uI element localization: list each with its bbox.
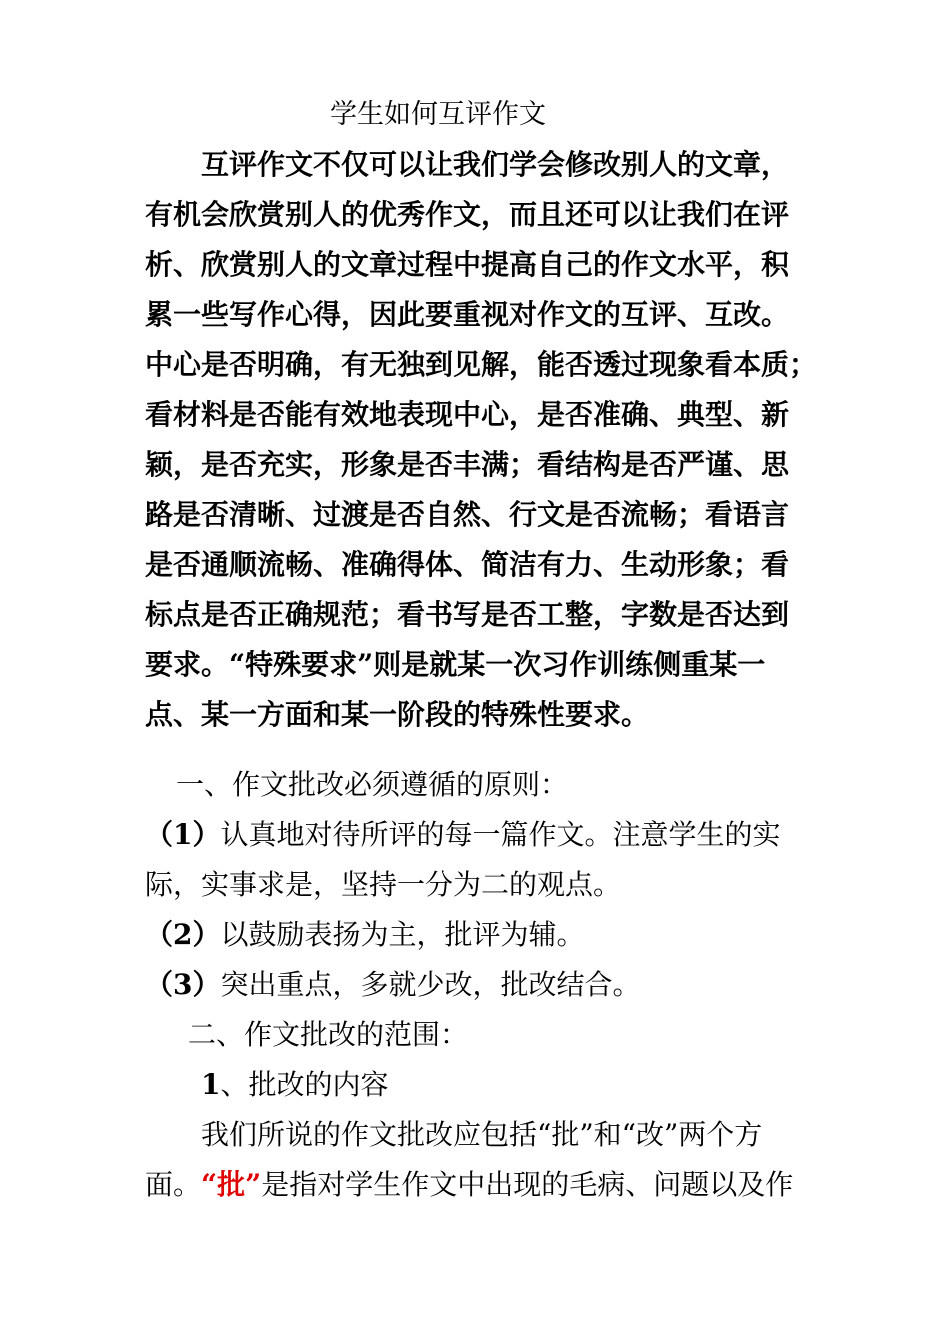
- principle-number: （1）: [145, 818, 221, 851]
- subheading-text: 、批改的内容: [220, 1068, 389, 1101]
- principle-text: 认真地对待所评的每一篇作文。注意学生的实: [220, 818, 781, 851]
- section2-subheading: [201, 1067, 389, 1103]
- intro-line-1: 互评作文不仅可以让我们学会修改别人的文章，: [201, 148, 790, 181]
- principle-item-1: [145, 817, 781, 853]
- content-para-line-1: 我们所说的作文批改应包括“批”和“改”两个方: [201, 1118, 763, 1151]
- intro-line-2: 有机会欣赏别人的优秀作文，而且还可以让我们在评: [145, 198, 790, 231]
- criteria-line-7: 要求。“特殊要求”则是就某一次习作训练侧重某一: [145, 648, 766, 681]
- section1-heading: 一、作文批改必须遵循的原则：: [176, 768, 569, 801]
- content-para-line-2: [145, 1167, 793, 1203]
- criteria-line-1: 中心是否明确，有无独到见解，能否透过现象看本质；: [145, 348, 818, 381]
- principle-number: （2）: [145, 918, 221, 951]
- line-suffix: 是指对学生作文中出现的毛病、问题以及作: [261, 1168, 794, 1201]
- subheading-number: 1: [201, 1068, 221, 1101]
- section2-heading: 二、作文批改的范围：: [188, 1018, 469, 1051]
- criteria-line-3: 颖，是否充实，形象是否丰满；看结构是否严谨、思: [145, 448, 790, 481]
- principle-text: 突出重点，多就少改，批改结合。: [220, 968, 641, 1001]
- criteria-line-6: 标点是否正确规范；看书写是否工整，字数是否达到: [145, 598, 790, 631]
- principle-text: 以鼓励表扬为主，批评为辅。: [220, 918, 585, 951]
- principle-number: （3）: [145, 968, 221, 1001]
- intro-line-3: 析、欣赏别人的文章过程中提高自己的作文水平，积: [145, 248, 790, 281]
- intro-line-4: 累一些写作心得，因此要重视对作文的互评、互改。: [145, 298, 790, 331]
- criteria-line-4: 路是否清晰、过渡是否自然、行文是否流畅；看语言: [145, 498, 790, 531]
- document-title: 学生如何互评作文: [330, 99, 546, 130]
- criteria-line-8: 点、某一方面和某一阶段的特殊性要求。: [145, 698, 650, 731]
- principle-item-3: [145, 967, 641, 1003]
- principle-item-2: [145, 917, 585, 953]
- criteria-line-5: 是否通顺流畅、准确得体、简洁有力、生动形象；看: [145, 548, 790, 581]
- criteria-line-2: 看材料是否能有效地表现中心，是否准确、典型、新: [145, 398, 790, 431]
- line-prefix: 面。: [145, 1168, 202, 1201]
- highlighted-term: “批”: [201, 1168, 262, 1201]
- principle-item-1-cont: [145, 867, 621, 903]
- principle-text: 际，实事求是，坚持一分为二的观点。: [145, 868, 622, 901]
